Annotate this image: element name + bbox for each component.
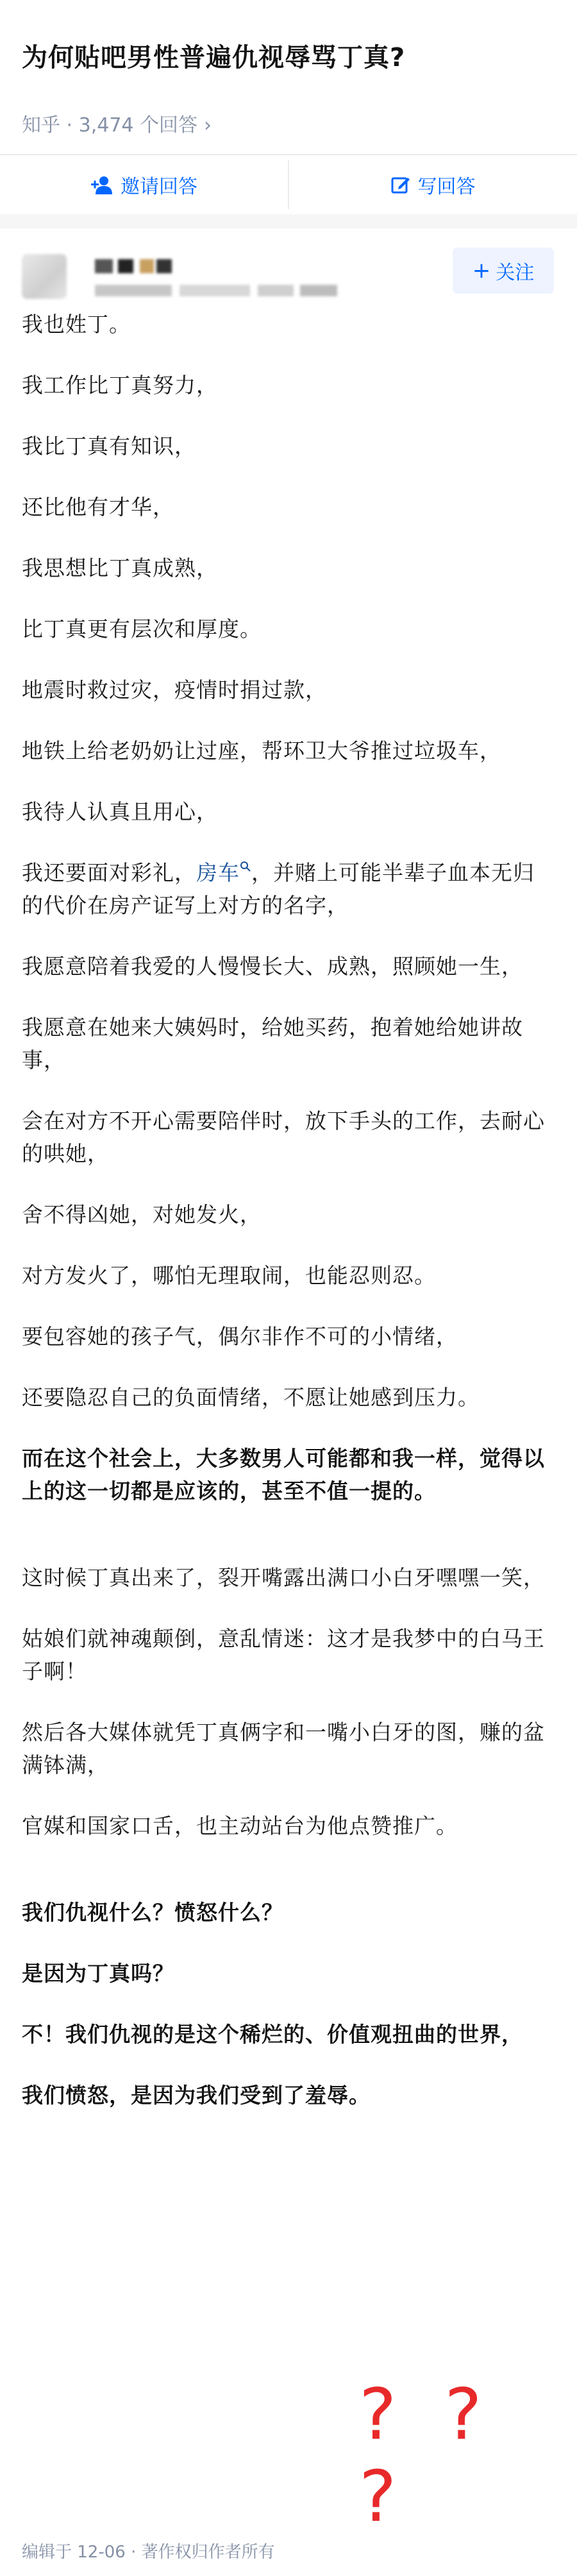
blur-block: [140, 259, 154, 273]
answer-paragraph: 我愿意在她来大姨妈时，给她买药，抱着她给她讲故事，: [22, 1015, 523, 1072]
answer-content: [22, 308, 555, 2112]
blur-block: [180, 285, 250, 296]
blur-block: [118, 259, 133, 273]
answer-paragraph: 这时候丁真出来了，裂开嘴露出满口小白牙嘿嘿一笑，: [22, 1565, 545, 1590]
plus-icon: +: [472, 258, 491, 284]
answer-paragraph: [22, 856, 555, 922]
answer-paragraph: 我思想比丁真成熟，: [22, 555, 218, 580]
author-name-blurred[interactable]: [95, 259, 415, 304]
blur-block: [258, 285, 294, 296]
answer-paragraph: 会在对方不开心需要陪伴时，放下手头的工作，去耐心的哄她，: [22, 1108, 545, 1166]
answer-paragraph: 官媒和国家口舌，也主动站台为他点赞推广。: [22, 1813, 458, 1838]
invite-user-icon: [91, 175, 113, 194]
write-answer-button[interactable]: [289, 155, 577, 214]
blur-block: [95, 259, 113, 273]
invite-answer-button[interactable]: [0, 155, 288, 214]
answer-paragraph: 是因为丁真吗？: [22, 1961, 174, 1986]
answer-paragraph: 我工作比丁真努力，: [22, 373, 218, 398]
answer-paragraph: 舍不得凶她，对她发火，: [22, 1202, 262, 1227]
section-gap: [0, 214, 577, 228]
answer-paragraph: 还要隐忍自己的负面情绪，不愿让她感到压力。: [22, 1385, 480, 1410]
answer-footer: 编辑于 12-06 · 著作权归作者所有: [22, 2543, 275, 2562]
blur-block: [156, 259, 172, 273]
write-answer-label: 写回答: [417, 176, 476, 198]
answer-paragraph: 我也姓丁。: [22, 312, 131, 337]
follow-label: 关注: [496, 262, 535, 284]
answer-paragraph: 我们仇视什么？愤怒什么？: [22, 1900, 283, 1925]
answer-paragraph: 而在这个社会上，大多数男人可能都和我一样，觉得以上的这一切都是应该的，甚至不值一提的。: [22, 1446, 545, 1504]
answer-paragraph: 地铁上给老奶奶让过座，帮环卫大爷推过垃圾车，: [22, 738, 501, 763]
question-actions: [0, 155, 577, 214]
keyword-link[interactable]: 房车: [196, 860, 240, 885]
answer-paragraph: 不！我们仇视的是这个稀烂的、价值观扭曲的世界，: [22, 2022, 523, 2047]
follow-button[interactable]: [453, 248, 554, 294]
avatar[interactable]: [22, 254, 67, 299]
blur-block: [300, 285, 337, 296]
answer-paragraph: 地震时救过灾，疫情时捐过款，: [22, 677, 327, 702]
paragraph-text: ，并赌上可能半辈子血本无归的代价在房产证写上对方的名字，: [22, 860, 535, 918]
question-title: 为何贴吧男性普遍仇视辱骂丁真?: [22, 43, 406, 72]
answer-paragraph: 我愿意陪着我爱的人慢慢长大、成熟，照顾她一生，: [22, 954, 523, 979]
answer-paragraph: 姑娘们就神魂颠倒，意乱情迷：这才是我梦中的白马王子啊！: [22, 1626, 545, 1684]
answer-paragraph: 我比丁真有知识，: [22, 434, 196, 459]
paragraph-text: 我还要面对彩礼，: [22, 860, 196, 885]
overlay-question-marks: ? ? ?: [359, 2373, 495, 2538]
answer-paragraph: 我待人认真且用心，: [22, 799, 218, 824]
chevron-right-icon: ›: [204, 114, 212, 137]
answer-paragraph: 还比他有才华，: [22, 495, 174, 520]
answer-paragraph: 我们愤怒，是因为我们受到了羞辱。: [22, 2083, 371, 2108]
answer-paragraph: 对方发火了，哪怕无理取闹，也能忍则忍。: [22, 1263, 436, 1288]
answer-paragraph: 比丁真更有层次和厚度。: [22, 616, 262, 641]
edit-pencil-icon: [391, 175, 410, 194]
answer-paragraph: 然后各大媒体就凭丁真俩字和一嘴小白牙的图，赚的盆满钵满，: [22, 1720, 545, 1777]
blur-block: [95, 285, 172, 296]
invite-answer-label: 邀请回答: [121, 176, 197, 198]
question-meta[interactable]: [22, 109, 212, 137]
answer-author-bar: [0, 228, 577, 305]
search-icon[interactable]: [240, 861, 251, 872]
answer-paragraph: 要包容她的孩子气，偶尔非作不可的小情绪，: [22, 1324, 458, 1349]
meta-text: 知乎 · 3,474 个回答: [22, 114, 198, 137]
